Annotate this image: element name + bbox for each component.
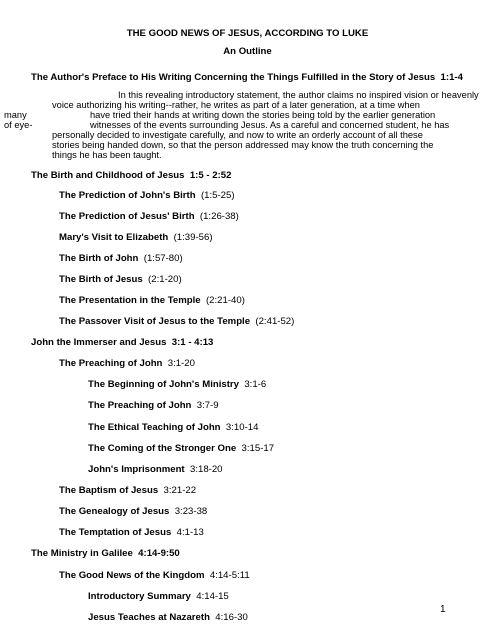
outline-item-label: The Coming of the Stronger One	[88, 443, 237, 454]
outline-item	[88, 379, 266, 390]
outline-item	[31, 337, 213, 348]
outline-item	[88, 591, 229, 602]
outline-item	[59, 190, 235, 201]
document-subtitle: An Outline	[223, 46, 272, 57]
preface-heading	[31, 72, 463, 83]
outline-item-label: The Genealogy of Jesus	[59, 506, 170, 517]
outline-item-ref: (1:26-38)	[199, 211, 239, 222]
outline-item	[59, 274, 182, 285]
outline-item-ref: 3:18-20	[189, 464, 223, 475]
outline-item	[88, 443, 274, 454]
outline-item	[88, 422, 258, 433]
outline-item-ref: (2:1-20)	[148, 274, 182, 285]
preface-line: things he has been taught.	[52, 150, 162, 160]
outline-item-label: The Birth of Jesus	[59, 274, 143, 285]
outline-item-label: The Beginning of John's Ministry	[88, 379, 239, 390]
outline-item-label: The Preaching of John	[59, 358, 163, 369]
outline-item-ref: (1:39-56)	[173, 232, 213, 243]
outline-item	[59, 295, 245, 306]
outline-item-label: The Baptism of Jesus	[59, 485, 159, 496]
outline-item-label: John's Imprisonment	[88, 464, 185, 475]
outline-item	[59, 485, 196, 496]
preface-margin-word: of eye-	[4, 120, 33, 130]
outline-item-ref: 3:15-17	[241, 443, 275, 454]
outline-item-ref: 3:7-9	[196, 400, 219, 411]
outline-item	[59, 506, 207, 517]
outline-item-ref: 4:16-30	[215, 612, 248, 623]
outline-item-ref: 3:1 - 4:13	[171, 337, 214, 348]
outline-item	[31, 548, 180, 559]
outline-item-label: John the Immerser and Jesus	[31, 337, 167, 348]
outline-item-ref: (1:5-25)	[200, 190, 235, 201]
outline-item-label: The Presentation in the Temple	[59, 295, 201, 306]
outline-item-ref: 4:14-5:11	[209, 570, 250, 581]
outline-item	[59, 527, 204, 538]
outline-item	[88, 464, 223, 475]
page-number: 1	[440, 604, 446, 615]
outline-item-label: The Prediction of John's Birth	[59, 190, 196, 201]
preface-line: In this revealing introductory statement, the author claims no inspired vision or heavenly	[118, 90, 479, 100]
preface-heading-label: The Author's Preface to His Writing Concerning the Things Fulfilled in the Story of Jesus	[31, 72, 436, 83]
outline-item-ref: 3:21-22	[163, 485, 197, 496]
outline-item-ref: (1:57-80)	[143, 253, 183, 264]
preface-line: stories being handed down, so that the person addressed may know the truth concerning the	[52, 140, 434, 150]
outline-item	[59, 232, 213, 243]
outline-item-label: The Ministry in Galilee	[31, 548, 133, 559]
outline-item	[59, 358, 195, 369]
outline-item-ref: 3:23-38	[174, 506, 208, 517]
outline-item-ref: 1:5 - 2:52	[189, 170, 232, 181]
outline-item-ref: 4:1-13	[176, 527, 204, 538]
outline-item-ref: 3:1-6	[244, 379, 267, 390]
preface-line: voice authorizing his writing--rather, he writes as part of a later generation, at a time when	[52, 100, 420, 110]
outline-item-ref: 4:14-15	[196, 591, 229, 602]
outline-item	[88, 400, 219, 411]
document-title: THE GOOD NEWS OF JESUS, ACCORDING TO LUKE	[126, 28, 369, 39]
outline-item	[88, 612, 248, 623]
outline-item-ref: 4:14-9:50	[138, 548, 180, 559]
outline-item-label: Mary's Visit to Elizabeth	[59, 232, 169, 243]
outline-item-label: The Preaching of John	[88, 400, 192, 411]
outline-item-ref: (2:41-52)	[255, 316, 295, 327]
outline-item	[59, 211, 239, 222]
preface-heading-ref: 1:1-4	[440, 72, 463, 83]
outline-item-label: The Passover Visit of Jesus to the Temple	[59, 316, 251, 327]
outline-item-label: The Temptation of Jesus	[59, 527, 172, 538]
preface-line: witnesses of the events surrounding Jesus. As a careful and concerned student, he has	[90, 120, 450, 130]
outline-item-label: The Good News of the Kingdom	[59, 570, 205, 581]
preface-margin-word: many	[4, 110, 27, 120]
outline-item-ref: (2:21-40)	[205, 295, 245, 306]
outline-item-label: The Prediction of Jesus' Birth	[59, 211, 195, 222]
outline-item-label: Jesus Teaches at Nazareth	[88, 612, 210, 623]
outline-item	[59, 253, 183, 264]
outline-item-label: Introductory Summary	[88, 591, 191, 602]
preface-line: personally decided to investigate carefully, and now to write an orderly account of all these	[52, 130, 423, 140]
outline-item	[59, 570, 250, 581]
outline-item-ref: 3:10-14	[225, 422, 259, 433]
outline-item	[31, 170, 231, 181]
outline-item-label: The Ethical Teaching of John	[88, 422, 221, 433]
outline-item-ref: 3:1-20	[167, 358, 195, 369]
preface-line: have tried their hands at writing down the stories being told by the earlier generation	[90, 110, 436, 120]
outline-item	[59, 316, 294, 327]
outline-item-label: The Birth of John	[59, 253, 139, 264]
outline-item-label: The Birth and Childhood of Jesus	[31, 170, 185, 181]
